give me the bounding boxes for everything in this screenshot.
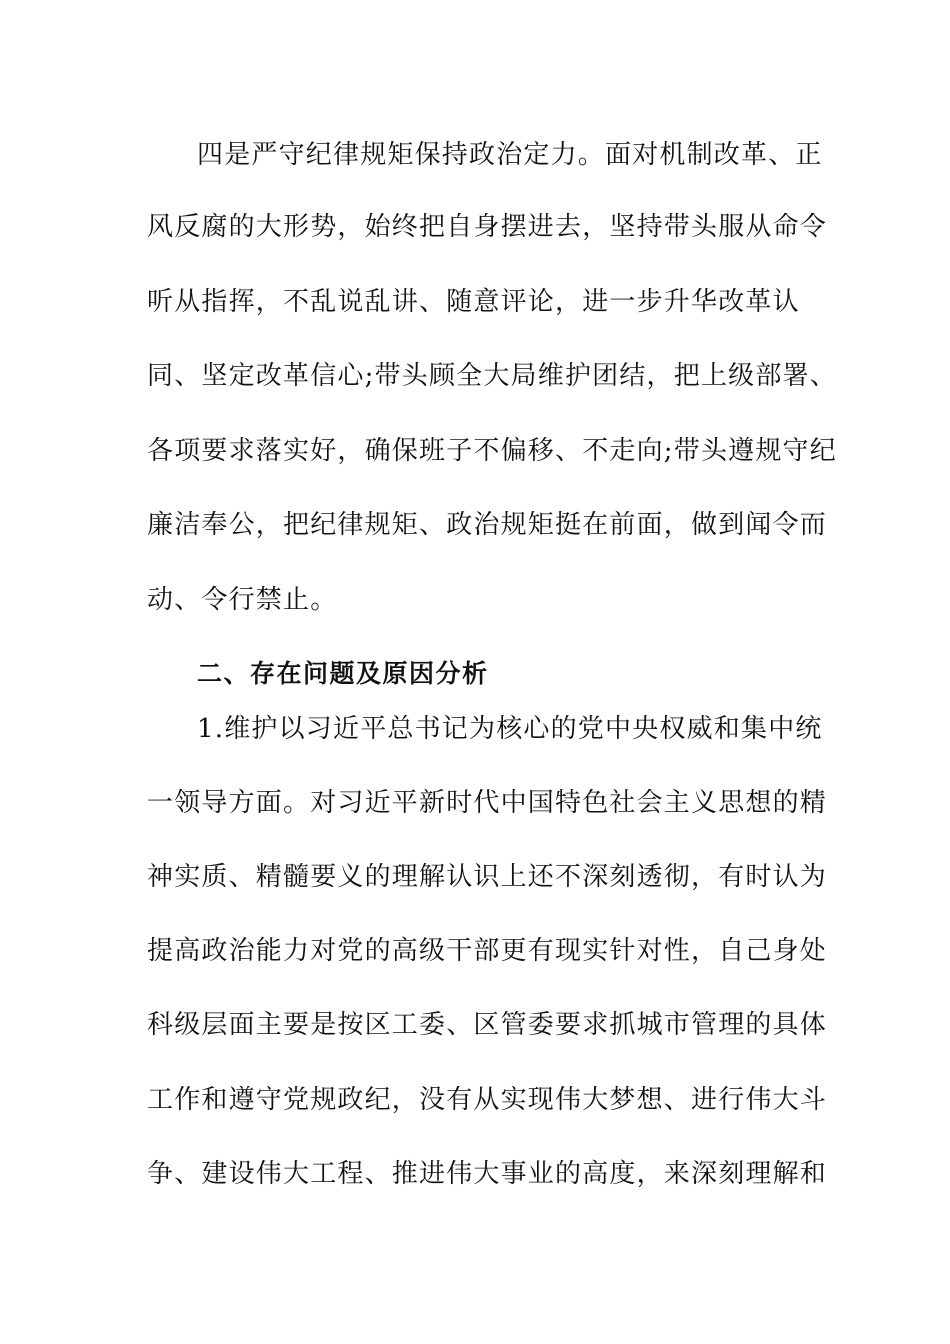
paragraph-four-line-4: 同、坚定改革信心;带头顾全大局维护团结，把上级部署、 [147, 361, 837, 391]
paragraph-one-line-7: 争、建设伟大工程、推进伟大事业的高度，来深刻理解和 [147, 1159, 828, 1189]
paragraph-one-line-4: 提高政治能力对党的高级干部更有现实针对性，自己身处 [147, 936, 828, 966]
paragraph-four-line-5: 各项要求落实好，确保班子不偏移、不走向;带头遵规守纪 [147, 436, 837, 466]
paragraph-four-line-6: 廉洁奉公，把纪律规矩、政治规矩挺在前面，做到闻令而 [147, 510, 828, 540]
paragraph-four-line-7: 动、令行禁止。 [147, 585, 338, 615]
paragraph-one-line-3: 神实质、精髓要义的理解认识上还不深刻透彻，有时认为 [147, 862, 828, 892]
paragraph-one-line-2: 一领导方面。对习近平新时代中国特色社会主义思想的精 [147, 788, 828, 818]
paragraph-one-line-6: 工作和遵守党规政纪，没有从实现伟大梦想、进行伟大斗 [147, 1085, 828, 1115]
paragraph-four-line-3: 听从指挥，不乱说乱讲、随意评论，进一步升华改革认 [147, 287, 800, 317]
paragraph-four-line-1: 四是严守纪律规矩保持政治定力。面对机制改革、正 [197, 140, 823, 170]
paragraph-one-line-5: 科级层面主要是按区工委、区管委要求抓城市管理的具体 [147, 1010, 828, 1040]
paragraph-four-line-2: 风反腐的大形势，始终把自身摆进去，坚持带头服从命令 [147, 212, 828, 242]
section-heading: 二、存在问题及原因分析 [197, 659, 489, 688]
paragraph-one-line-1: 1.维护以习近平总书记为核心的党中央权威和集中统 [197, 714, 823, 744]
